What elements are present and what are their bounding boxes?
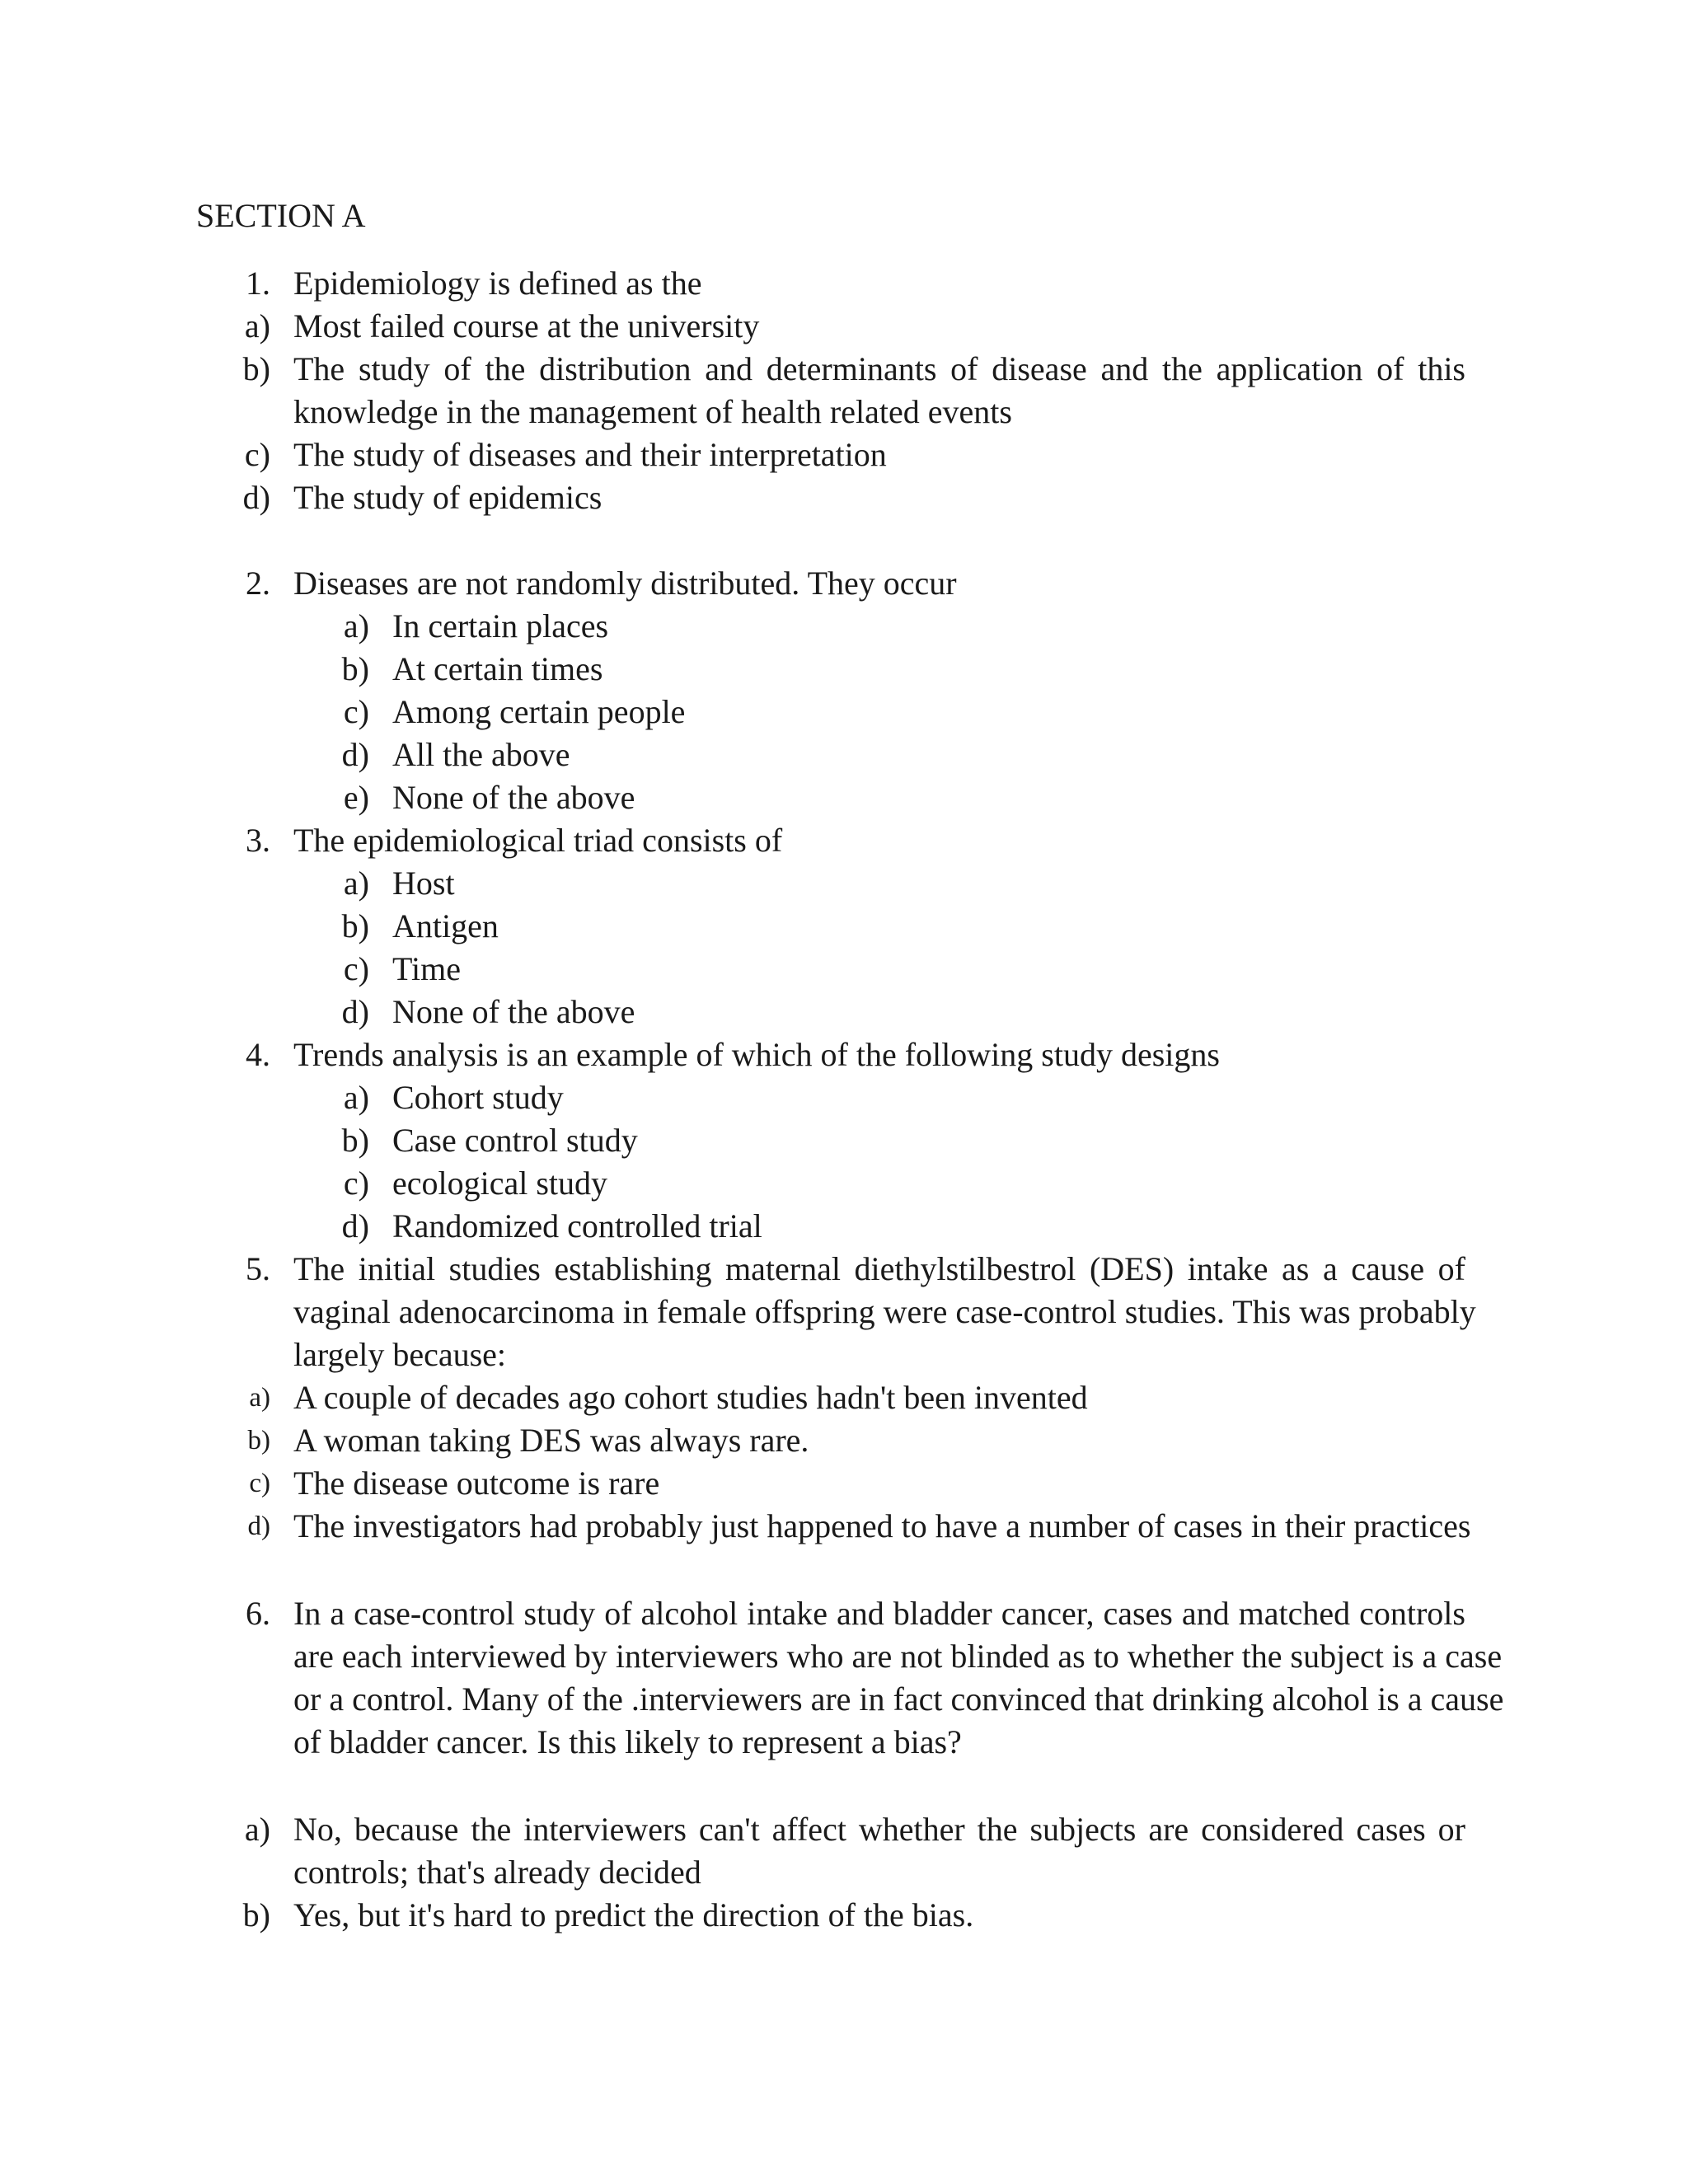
question-number: 3. <box>246 822 270 859</box>
option-text: ecological study <box>392 1165 608 1202</box>
option-label: b) <box>242 1896 270 1933</box>
option-label: d) <box>341 1207 369 1244</box>
option-label: c) <box>244 436 270 473</box>
option-label: a) <box>244 307 270 344</box>
question-number: 1. <box>246 265 270 302</box>
option-label: b) <box>341 650 369 687</box>
option-label: a) <box>343 865 369 902</box>
question-text: Epidemiology is defined as the <box>293 265 702 302</box>
option-text: Most failed course at the university <box>293 307 760 344</box>
option-label: c) <box>343 950 369 987</box>
section-title: SECTION A <box>196 197 366 234</box>
question-text: or a control. Many of the .interviewers are in fact convinced that drinking alcohol is a cause <box>293 1680 1504 1718</box>
option-label: c) <box>249 1469 270 1498</box>
option-text: In certain places <box>392 607 609 644</box>
option-text: The investigators had probably just happened to have a number of cases in their practices <box>293 1507 1471 1544</box>
option-text: A woman taking DES was always rare. <box>293 1422 809 1459</box>
question-number: 2. <box>246 565 270 602</box>
question-number: 4. <box>246 1036 270 1073</box>
option-text: The study of diseases and their interpretation <box>293 436 887 473</box>
question-text: In a case-control study of alcohol intake and bladder cancer, cases and matched controls <box>293 1595 1465 1632</box>
option-label: d) <box>247 1511 270 1541</box>
option-label: b) <box>247 1426 270 1455</box>
option-label: c) <box>343 693 369 730</box>
question-text: The initial studies establishing maternal diethylstilbestrol (DES) intake as a cause of <box>293 1250 1465 1287</box>
option-text: controls; that's already decided <box>293 1854 701 1891</box>
option-label: b) <box>242 350 270 387</box>
option-text: Randomized controlled trial <box>392 1207 762 1244</box>
option-label: b) <box>341 1122 369 1159</box>
option-text: At certain times <box>392 650 603 687</box>
option-label: a) <box>249 1383 270 1413</box>
question-text: Diseases are not randomly distributed. They occur <box>293 565 957 602</box>
option-text: Among certain people <box>392 693 686 730</box>
option-text: No, because the interviewers can't affect whether the subjects are considered cases or <box>293 1811 1465 1848</box>
option-text: Cohort study <box>392 1079 564 1116</box>
question-text: vaginal adenocarcinoma in female offspring were case-control studies. This was probably <box>293 1293 1476 1330</box>
question-number: 5. <box>246 1250 270 1287</box>
question-text: of bladder cancer. Is this likely to represent a bias? <box>293 1723 962 1760</box>
option-text: Antigen <box>392 907 499 944</box>
option-text: All the above <box>392 736 570 773</box>
option-label: a) <box>343 607 369 644</box>
option-text: The study of the distribution and determinants of disease and the application of this <box>293 350 1465 387</box>
option-label: a) <box>343 1079 369 1116</box>
question-text: largely because: <box>293 1336 507 1373</box>
option-label: d) <box>242 479 270 516</box>
option-text: knowledge in the management of health related events <box>293 393 1012 430</box>
option-text: None of the above <box>392 993 635 1030</box>
question-text: Trends analysis is an example of which of the following study designs <box>293 1036 1220 1073</box>
option-text: None of the above <box>392 779 635 816</box>
option-label: e) <box>343 779 369 816</box>
option-label: c) <box>343 1165 369 1202</box>
question-text: The epidemiological triad consists of <box>293 822 783 859</box>
option-text: Host <box>392 865 455 902</box>
option-text: The disease outcome is rare <box>293 1465 660 1502</box>
option-text: A couple of decades ago cohort studies hadn't been invented <box>293 1379 1088 1416</box>
option-label: b) <box>341 907 369 944</box>
option-text: Time <box>392 950 462 987</box>
option-label: a) <box>244 1811 270 1848</box>
option-text: The study of epidemics <box>293 479 603 516</box>
question-number: 6. <box>246 1595 270 1632</box>
question-text: are each interviewed by interviewers who are not blinded as to whether the subject is a case <box>293 1638 1503 1675</box>
option-text: Case control study <box>392 1122 638 1159</box>
option-label: d) <box>341 993 369 1030</box>
option-text: Yes, but it's hard to predict the direction of the bias. <box>293 1896 974 1933</box>
option-label: d) <box>341 736 369 773</box>
